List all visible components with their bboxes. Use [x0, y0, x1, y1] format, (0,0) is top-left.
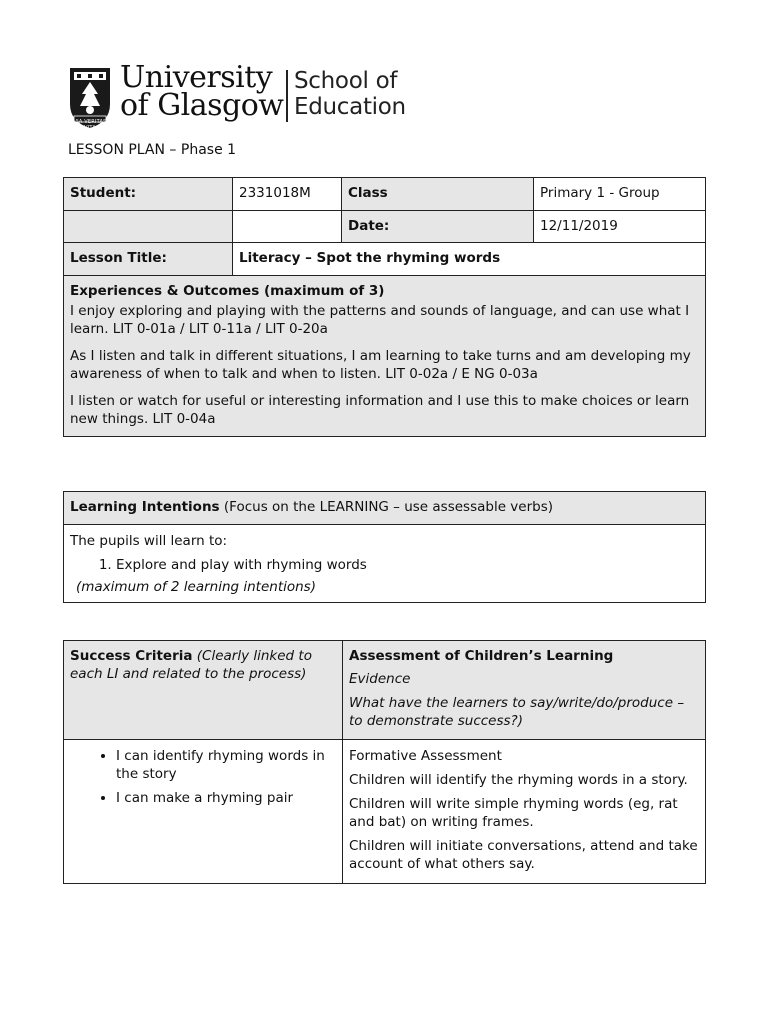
- experiences-cell: [64, 276, 706, 437]
- success-criteria-body-cell: [64, 740, 343, 884]
- learning-intentions-body-cell: [64, 525, 706, 603]
- success-criteria-subheading: (Clearly linked to each LI and related to the process): [70, 648, 312, 682]
- success-criteria-heading: Success Criteria: [70, 648, 193, 664]
- learning-intentions-heading: Learning Intentions: [70, 499, 220, 515]
- lesson-plan-title: LESSON PLAN – Phase 1: [68, 142, 237, 158]
- lesson-title-label: Lesson Title:: [70, 250, 167, 266]
- class-label-cell: [342, 178, 534, 211]
- assessment-line: Children will write simple rhyming words (eg, rat and bat) on writing frames.: [349, 796, 678, 830]
- student-value-cell: [233, 178, 342, 211]
- learning-intention-item: 1. Explore and play with rhyming words: [116, 556, 699, 574]
- assessment-heading-cell: [343, 641, 706, 740]
- assessment-body-cell: [343, 740, 706, 884]
- class-value-cell: [534, 178, 706, 211]
- empty-label-cell: [64, 211, 233, 243]
- school-name: [294, 68, 406, 120]
- experiences-heading: Experiences & Outcomes (maximum of 3): [70, 283, 385, 299]
- experience-item: I enjoy exploring and playing with the patterns and sounds of language, and can use what I learn. LIT 0-01a / LIT 0-11a / LIT 0-20a: [70, 303, 690, 337]
- experience-item: As I listen and talk in different situations, I am learning to take turns and am developing my awareness of when to talk and when to listen. LIT 0-02a / E NG 0-03a: [70, 348, 691, 382]
- date-label-cell: [342, 211, 534, 243]
- lesson-title-value: Literacy – Spot the rhyming words: [239, 250, 501, 266]
- university-name: [120, 60, 284, 123]
- learning-intentions-table: [63, 491, 706, 603]
- lesson-title-label-cell: [64, 243, 233, 276]
- class-value: Primary 1 - Group: [540, 185, 660, 201]
- school-name-line1: School of: [294, 68, 398, 94]
- school-name-line2: Education: [294, 94, 406, 120]
- assessment-line: Formative Assessment: [349, 748, 502, 764]
- success-criterion-item: • I can identify rhyming words in the story: [116, 747, 336, 783]
- success-criterion-item: • I can make a rhyming pair: [116, 789, 336, 807]
- assessment-heading: Assessment of Children’s Learning: [349, 648, 614, 664]
- learning-intentions-subheading: (Focus on the LEARNING – use assessable verbs): [219, 499, 554, 515]
- university-name-line1: University: [120, 60, 273, 95]
- learning-intentions-heading-cell: [64, 492, 706, 525]
- experience-item: I listen or watch for useful or interesting information and I use this to make choices or learn new things. LIT 0-04a: [70, 393, 690, 427]
- lesson-info-table: [63, 177, 706, 437]
- evidence-question: What have the learners to say/write/do/produce – to demonstrate success?): [349, 695, 685, 729]
- header-divider: [286, 70, 288, 122]
- success-criteria-heading-cell: [64, 641, 343, 740]
- class-label: Class: [348, 185, 388, 201]
- student-label-cell: [64, 178, 233, 211]
- date-label: Date:: [348, 218, 390, 234]
- learning-intentions-note: (maximum of 2 learning intentions): [76, 579, 316, 595]
- lesson-title-value-cell: [233, 243, 706, 276]
- student-label: Student:: [70, 185, 137, 201]
- learning-intentions-list: [70, 556, 699, 574]
- student-value: 2331018M: [239, 185, 311, 201]
- empty-value-cell: [233, 211, 342, 243]
- crest-motto: VIA VERITAS VITA: [73, 119, 107, 131]
- assessment-line: Children will initiate conversations, attend and take account of what others say.: [349, 838, 698, 872]
- learning-intentions-intro: The pupils will learn to:: [70, 533, 228, 549]
- evidence-label: Evidence: [349, 671, 411, 687]
- university-name-line2: of Glasgow: [120, 88, 284, 123]
- date-value: 12/11/2019: [540, 218, 618, 234]
- success-criteria-table: [63, 640, 706, 884]
- date-value-cell: [534, 211, 706, 243]
- assessment-line: Children will identify the rhyming words in a story.: [349, 772, 688, 788]
- success-criteria-list: [70, 747, 336, 807]
